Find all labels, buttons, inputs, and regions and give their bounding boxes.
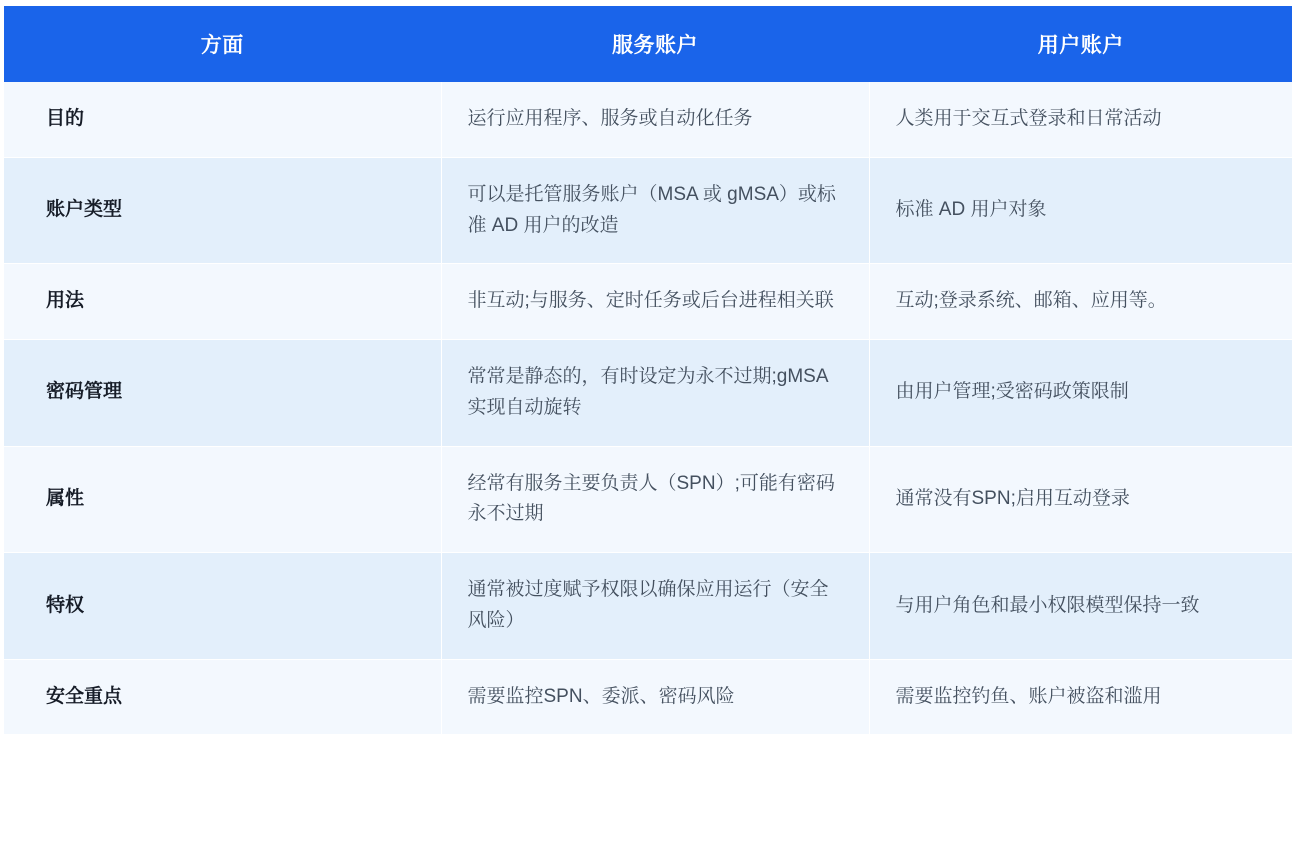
cell-service-account: 可以是托管服务账户（MSA 或 gMSA）或标准 AD 用户的改造	[441, 157, 869, 264]
table-row	[4, 553, 1292, 660]
cell-aspect: 账户类型	[4, 157, 441, 264]
cell-aspect: 目的	[4, 82, 441, 157]
comparison-table	[4, 6, 1292, 734]
cell-user-account: 需要监控钓鱼、账户被盗和滥用	[869, 659, 1292, 734]
cell-user-account: 由用户管理;受密码政策限制	[869, 340, 1292, 447]
cell-service-account: 需要监控SPN、委派、密码风险	[441, 659, 869, 734]
cell-user-account: 与用户角色和最小权限模型保持一致	[869, 553, 1292, 660]
cell-aspect: 密码管理	[4, 340, 441, 447]
cell-aspect: 用法	[4, 264, 441, 340]
cell-aspect: 安全重点	[4, 659, 441, 734]
column-header-service-account: 服务账户	[441, 6, 869, 82]
table-header	[4, 6, 1292, 82]
cell-user-account: 通常没有SPN;启用互动登录	[869, 446, 1292, 553]
cell-service-account: 运行应用程序、服务或自动化任务	[441, 82, 869, 157]
table-row	[4, 82, 1292, 157]
cell-user-account: 互动;登录系统、邮箱、应用等。	[869, 264, 1292, 340]
table-row	[4, 264, 1292, 340]
cell-service-account: 通常被过度赋予权限以确保应用运行（安全风险）	[441, 553, 869, 660]
column-header-aspect: 方面	[4, 6, 441, 82]
table-body	[4, 82, 1292, 734]
cell-service-account: 常常是静态的，有时设定为永不过期;gMSA实现自动旋转	[441, 340, 869, 447]
cell-user-account: 标准 AD 用户对象	[869, 157, 1292, 264]
cell-aspect: 特权	[4, 553, 441, 660]
table-row	[4, 157, 1292, 264]
table-row	[4, 340, 1292, 447]
cell-user-account: 人类用于交互式登录和日常活动	[869, 82, 1292, 157]
table-row	[4, 446, 1292, 553]
table-row	[4, 659, 1292, 734]
table-header-row	[4, 6, 1292, 82]
cell-service-account: 非互动;与服务、定时任务或后台进程相关联	[441, 264, 869, 340]
column-header-user-account: 用户账户	[869, 6, 1292, 82]
cell-aspect: 属性	[4, 446, 441, 553]
cell-service-account: 经常有服务主要负责人（SPN）;可能有密码永不过期	[441, 446, 869, 553]
